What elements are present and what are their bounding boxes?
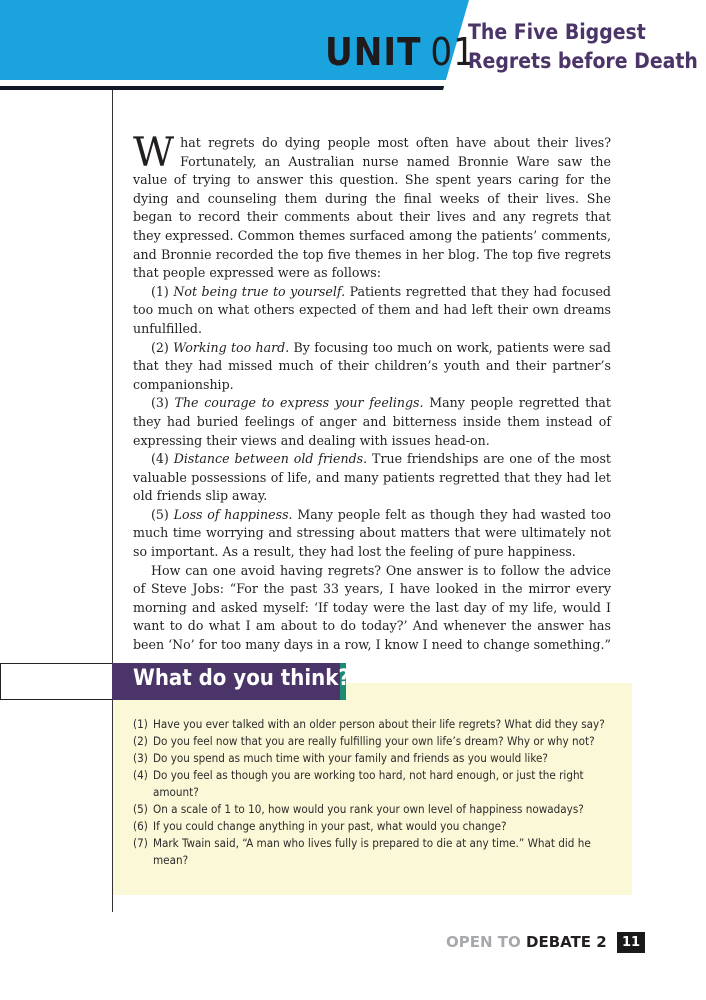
regret-paragraph: (1) Not being true to yourself. Patients regretted that they had focused too much on what others expected of them and had left their own dreams unfulfilled.	[133, 283, 611, 336]
section-marker-box	[0, 663, 112, 700]
regret-title: The courage to express your feelings.	[174, 395, 424, 411]
question-item: (7) Mark Twain said, “A man who lives fully is prepared to die at any time.” What did he mean?	[133, 836, 591, 867]
question-item: (2) Do you feel now that you are really fulfilling your own life’s dream? Why or why not?	[133, 734, 595, 748]
page-number: 11	[617, 932, 645, 953]
question-item: (5) On a scale of 1 to 10, how would you rank your own level of happiness nowadays?	[133, 802, 584, 816]
question-item: (3) Do you spend as much time with your family and friends as you would like?	[133, 751, 548, 765]
book-title	[446, 933, 607, 951]
regret-paragraph: (5) Loss of happiness. Many people felt as though they had wasted too much time worrying and stressing about matters that were ultimately not so important. As a result, they had lost the feeling of pure happiness.	[133, 506, 611, 560]
section-heading: What do you think?	[133, 666, 350, 691]
question-item: (1) Have you ever talked with an older person about their life regrets? What did they say?	[133, 717, 605, 731]
question-list	[133, 716, 628, 869]
drop-cap: W	[133, 130, 175, 176]
regret-title: Working too hard.	[173, 339, 290, 355]
unit-label	[325, 30, 476, 74]
reading-passage	[133, 130, 611, 655]
unit-title-line2: Regrets before Death	[468, 49, 698, 73]
regret-paragraph: (4) Distance between old friends. True friendships are one of the most valuable possessions of life, and many patients regretted that they had let old friends slip away.	[133, 451, 611, 504]
regret-paragraph: (3) The courage to express your feelings. Many people regretted that they had buried feelings of anger and bitterness inside them instead of expressing their views and dealing with issues head-on.	[133, 395, 611, 448]
unit-number: 01	[430, 30, 476, 74]
intro-paragraph	[133, 130, 611, 283]
unit-title	[468, 18, 698, 76]
book-title-part1: OPEN TO	[446, 933, 521, 951]
unit-word: UNIT	[325, 30, 422, 74]
regret-title: Distance between old friends.	[173, 451, 368, 467]
book-title-part2: DEBATE 2	[526, 933, 607, 951]
regret-title: Not being true to yourself.	[173, 283, 346, 299]
unit-title-line1: The Five Biggest	[468, 20, 646, 44]
intro-text: hat regrets do dying people most often have about their lives? Fortunately, an Australian nurse named Bronnie Ware saw the value of trying to answer this question. She spent years caring for the dying and counseling them during the final weeks of their lives. She began to record their comments about their lives and any regrets that they expressed. Common themes surfaced among the patients’ comments, and Bronnie recorded the top five themes in her blog. The top five regrets that people expressed were as follows:	[133, 135, 611, 281]
question-item: (6) If you could change anything in your past, what would you change?	[133, 819, 507, 833]
question-item: (4) Do you feel as though you are working too hard, not hard enough, or just the right amount?	[133, 768, 584, 799]
closing-paragraph: How can one avoid having regrets? One answer is to follow the advice of Steve Jobs: “For the past 33 years, I have looked in the mirror every morning and asked myself: ‘If today were the last day of my life, would I want to do what I am about to do today?’ And whenever the answer has been ‘No’ for too many days in a row, I know I need to change something.”	[133, 562, 611, 653]
regret-title: Loss of happiness.	[173, 506, 293, 522]
regret-paragraph: (2) Working too hard. By focusing too much on work, patients were sad that they had missed much of their children’s youth and their partner’s companionship.	[133, 339, 611, 392]
